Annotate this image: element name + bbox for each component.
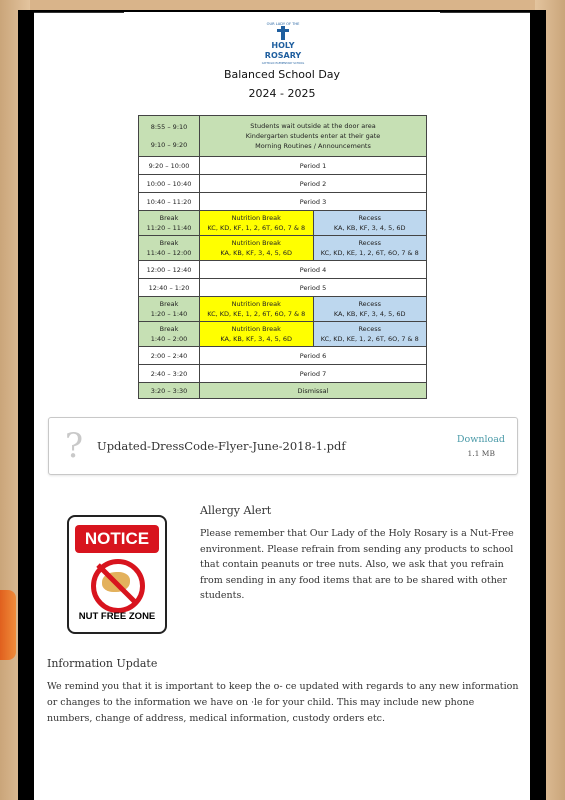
table-row bbox=[139, 157, 427, 175]
attachment-card[interactable] bbox=[48, 417, 518, 475]
activity-cell: Period 4 bbox=[200, 261, 427, 279]
activity-label: Recess bbox=[358, 300, 382, 308]
time-label: 11:20 – 11:40 bbox=[146, 224, 192, 232]
nutrition-break-cell bbox=[200, 211, 314, 236]
time-cell: 3:20 – 3:30 bbox=[139, 383, 200, 399]
activity-label: Recess bbox=[358, 325, 382, 333]
activity-cell: Dismissal bbox=[200, 383, 427, 399]
nutrition-break-cell bbox=[200, 322, 314, 347]
information-heading: Information Update bbox=[47, 657, 158, 670]
time-cell: 2:00 – 2:40 bbox=[139, 347, 200, 365]
table-row bbox=[139, 236, 427, 261]
question-file-icon: ? bbox=[64, 426, 84, 466]
recess-cell bbox=[313, 211, 427, 236]
activity-cell: Period 6 bbox=[200, 347, 427, 365]
activity-cell: Period 2 bbox=[200, 175, 427, 193]
activity-label: Nutrition Break bbox=[231, 214, 281, 222]
table-row bbox=[139, 211, 427, 236]
time-label: 1:40 – 2:00 bbox=[150, 335, 188, 343]
logo-line1: OUR LADY OF THE bbox=[266, 22, 300, 26]
table-row bbox=[139, 297, 427, 322]
recess-cell bbox=[313, 236, 427, 261]
time-label: 9:10 – 9:20 bbox=[150, 141, 188, 149]
table-row bbox=[139, 365, 427, 383]
activity-label: Kindergarten students enter at their gate bbox=[245, 132, 381, 140]
recess-cell bbox=[313, 297, 427, 322]
activity-label: KA, KB, KF, 3, 4, 5, 6D bbox=[333, 310, 406, 318]
time-label: 8:55 – 9:10 bbox=[150, 123, 188, 131]
recess-cell bbox=[313, 322, 427, 347]
attachment-size: 1.1 MB bbox=[467, 449, 495, 458]
time-label: Break bbox=[159, 325, 179, 333]
logo-cross-vertical bbox=[281, 26, 285, 40]
activity-cell: Period 1 bbox=[200, 157, 427, 175]
activity-label: KC, KD, KE, 1, 2, 6T, 6O, 7 & 8 bbox=[320, 335, 419, 343]
information-body: We remind you that it is important to keep the o- ce updated with regards to any new information or changes to the information we have on ·le for your child. This may include new phone numbers, change of address, medical information, custody orders etc. bbox=[47, 681, 519, 724]
time-cell: 12:00 – 12:40 bbox=[139, 261, 200, 279]
crayon-decoration bbox=[0, 590, 16, 660]
activity-label: KA, KB, KF, 3, 4, 5, 6D bbox=[220, 249, 293, 257]
time-label: 1:20 – 1:40 bbox=[150, 310, 188, 318]
time-cell: 10:40 – 11:20 bbox=[139, 193, 200, 211]
time-cell bbox=[139, 116, 200, 157]
table-row bbox=[139, 175, 427, 193]
activity-label: Recess bbox=[358, 214, 382, 222]
activity-label: Nutrition Break bbox=[231, 325, 281, 333]
activity-cell: Period 5 bbox=[200, 279, 427, 297]
document-page bbox=[34, 12, 530, 800]
activity-label: KA, KB, KF, 3, 4, 5, 6D bbox=[220, 335, 293, 343]
header-rule-left bbox=[34, 12, 124, 13]
nutrition-break-cell bbox=[200, 236, 314, 261]
schedule-table bbox=[138, 115, 427, 399]
logo-line2: HOLY bbox=[271, 41, 295, 50]
table-row bbox=[139, 279, 427, 297]
activity-label: KC, KD, KE, 1, 2, 6T, 6O, 7 & 8 bbox=[207, 310, 306, 318]
school-logo bbox=[258, 18, 308, 68]
activity-cell: Period 7 bbox=[200, 365, 427, 383]
logo-cross-horizontal bbox=[277, 29, 289, 32]
schedule-title: Balanced School Day bbox=[223, 68, 341, 81]
time-label: 11:40 – 12:00 bbox=[146, 249, 192, 257]
schedule-year: 2024 - 2025 bbox=[248, 87, 316, 100]
time-cell bbox=[139, 236, 200, 261]
notice-banner: NOTICE bbox=[75, 525, 159, 553]
time-label: Break bbox=[159, 239, 179, 247]
logo-line4: CATHOLIC ELEMENTARY SCHOOL bbox=[261, 62, 305, 65]
activity-label: KA, KB, KF, 3, 4, 5, 6D bbox=[333, 224, 406, 232]
table-row bbox=[139, 116, 427, 157]
activity-label: Nutrition Break bbox=[231, 239, 281, 247]
time-cell: 2:40 – 3:20 bbox=[139, 365, 200, 383]
time-cell bbox=[139, 211, 200, 236]
activity-cell: Period 3 bbox=[200, 193, 427, 211]
time-label: Break bbox=[159, 300, 179, 308]
download-link[interactable]: Download bbox=[456, 434, 505, 445]
time-cell bbox=[139, 322, 200, 347]
activity-label: Nutrition Break bbox=[231, 300, 281, 308]
activity-label: Students wait outside at the door area bbox=[250, 122, 376, 130]
nut-free-zone-label: NUT FREE ZONE bbox=[78, 611, 156, 622]
activity-label: KC, KD, KF, 1, 2, 6T, 6O, 7 & 8 bbox=[207, 224, 306, 232]
table-row bbox=[139, 193, 427, 211]
nutrition-break-cell bbox=[200, 297, 314, 322]
logo-line3: ROSARY bbox=[264, 51, 302, 60]
time-cell: 12:40 – 1:20 bbox=[139, 279, 200, 297]
table-row bbox=[139, 347, 427, 365]
activity-label: Morning Routines / Announcements bbox=[255, 142, 371, 150]
allergy-heading: Allergy Alert bbox=[200, 504, 272, 517]
nut-free-notice-image bbox=[67, 515, 167, 634]
activity-label: Recess bbox=[358, 239, 382, 247]
table-row bbox=[139, 322, 427, 347]
time-cell: 10:00 – 10:40 bbox=[139, 175, 200, 193]
allergy-body: Please remember that Our Lady of the Holy Rosary is a Nut-Free environment. Please refrain from sending any products to school that contain peanuts or tree nuts. Also, we ask that you refrain from sending in any food items that are to be shared with other students. bbox=[200, 528, 514, 601]
attachment-filename[interactable]: Updated-DressCode-Flyer-June-2018-1.pdf bbox=[97, 439, 346, 453]
header-rule-right bbox=[440, 12, 530, 13]
activity-label: KC, KD, KE, 1, 2, 6T, 6O, 7 & 8 bbox=[320, 249, 419, 257]
activity-cell bbox=[200, 116, 427, 157]
table-row bbox=[139, 261, 427, 279]
time-cell bbox=[139, 297, 200, 322]
time-cell: 9:20 – 10:00 bbox=[139, 157, 200, 175]
table-row bbox=[139, 383, 427, 399]
time-label: Break bbox=[159, 214, 179, 222]
